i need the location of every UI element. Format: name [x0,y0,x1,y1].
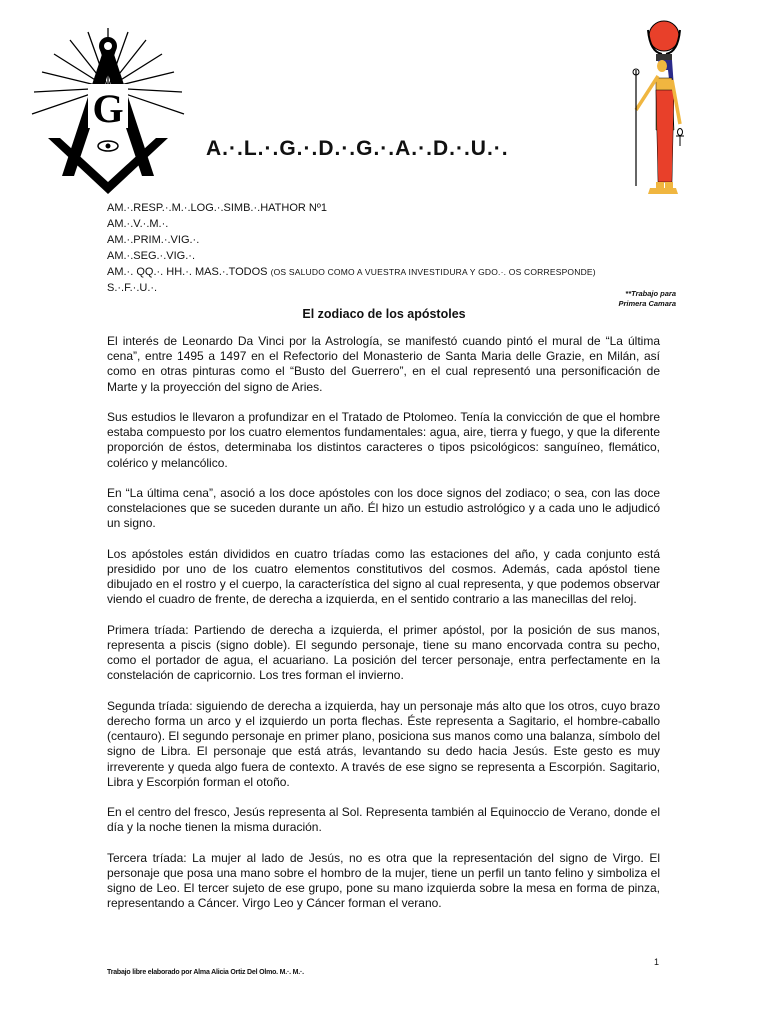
side-note-line: **Trabajo para [625,289,676,298]
salutation-line: AM.·.V.·.M.·. [107,218,169,230]
paragraph: El interés de Leonardo Da Vinci por la Astrología, se manifestó cuando pintó el mural de “La última cena”, entre 1495 a 1497 en el Refectorio del Monasterio de Santa Maria delle Grazie, en Milán, así como en otras pinturas como el “Busto del Guerrero”, en el cual representó una personificación de Marte y la proyección del signo de Aries. [107,334,660,394]
salutation-line: S.·.F.·.U.·. [107,282,158,294]
paragraph: Primera tríada: Partiendo de derecha a izquierda, el primer apóstol, por la posición de sus manos, representa a piscis (signo doble). El segundo personaje, tiene su mano encorvada contra su pecho, como el portador de agua, el acuariano. La posición del tercer personaje, entra perfectamente en la constelación de capricornio. Los tres forman el invierno. [107,622,660,683]
square-compass-emblem-icon [28,26,188,196]
greeting-note: (OS SALUDO COMO A VUESTRA INVESTIDURA Y GDO.·. OS CORRESPONDE) [270,267,596,277]
lodge-heading: A.·.L.·.G.·.D.·.G.·.A.·.D.·.U.·. [206,137,509,160]
page-number: 1 [654,957,660,967]
salutation-line: AM.·.SEG.·.VIG.·. [107,250,196,262]
paragraph: Tercera tríada: La mujer al lado de Jesús, no es otra que la representación del signo de Virgo. El personaje que posa una mano sobre el hombro de la mujer, tiene un perfil un tanto felino y simboliza el signo de Leo. El tercer sujeto de ese grupo, pone su mano izquierda sobre la mesa en forma de pinza, representando a Cáncer. Virgo Leo y Cáncer forman el verano. [107,850,660,911]
paragraph: Sus estudios le llevaron a profundizar en el Tratado de Ptolomeo. Tenía la convicción de que el hombre estaba compuesto por los cuatro elementos fundamentales: agua, aire, tierra y fuego, y que la diferente proporción de éstos, determinaba los distintos caracteres o tipos psicológicos: sanguíneo, flemático, colérico y melancólico. [107,410,660,470]
salutation-block [107,200,596,296]
emblem-letter: G [92,86,124,131]
salutation-line: AM.·.RESP.·.M.·.LOG.·.SIMB.·.HATHOR Nº1 [107,202,327,214]
footer-credit: Trabajo libre elaborado por Alma Alicia Ortiz Del Olmo. M.·. M.·. [107,969,304,976]
paragraph: En el centro del fresco, Jesús representa al Sol. Representa también al Equinoccio de Verano, donde el día y la noche tienen la misma duración. [107,805,660,835]
side-note-line: Primera Camara [618,299,676,308]
paragraph: Los apóstoles están divididos en cuatro tríadas como las estaciones del año, y cada conjunto está presidido por uno de los cuatro elementos constitutivos del cosmos. Además, cada apóstol tiene dibujado en el rostro y el cuerpo, la característica del signo al cual representa, y que podemos observar viendo el cuadro de frente, de derecha a izquierda, en el sentido contrario a las manecillas del reloj. [107,546,660,607]
hathor-figure-icon [626,18,686,200]
paragraph: En “La última cena”, asoció a los doce apóstoles con los doce signos del zodiaco; o sea, con las doce constelaciones que se suceden durante un año. Él hizo un estudio astrológico y a cada uno le adjudicó un signo. [107,486,660,531]
document-body [107,334,660,927]
side-note [618,289,676,309]
salutation-line-text: AM.·. QQ.·. HH.·. MAS.·.TODOS [107,266,268,278]
document-title: El zodiaco de los apóstoles [302,307,466,321]
salutation-line [107,264,596,280]
salutation-line: AM.·.PRIM.·.VIG.·. [107,234,200,246]
paragraph: Segunda tríada: siguiendo de derecha a izquierda, hay un personaje más alto que los otros, cuyo brazo derecho forma un arco y el izquierdo un porta flechas. Éste representa a Sagitario, el hombre-caballo (centauro). El segundo personaje en primer plano, posiciona sus manos como una balanza, símbolo del signo de Libra. El personaje que está atrás, levantando su dedo hacia Jesús. Este gesto es muy irreverente y queda algo fuera de contexto. A través de ese signo se representa a Escorpión. Sagitario, Libra y Escorpión forman el otoño. [107,698,660,789]
